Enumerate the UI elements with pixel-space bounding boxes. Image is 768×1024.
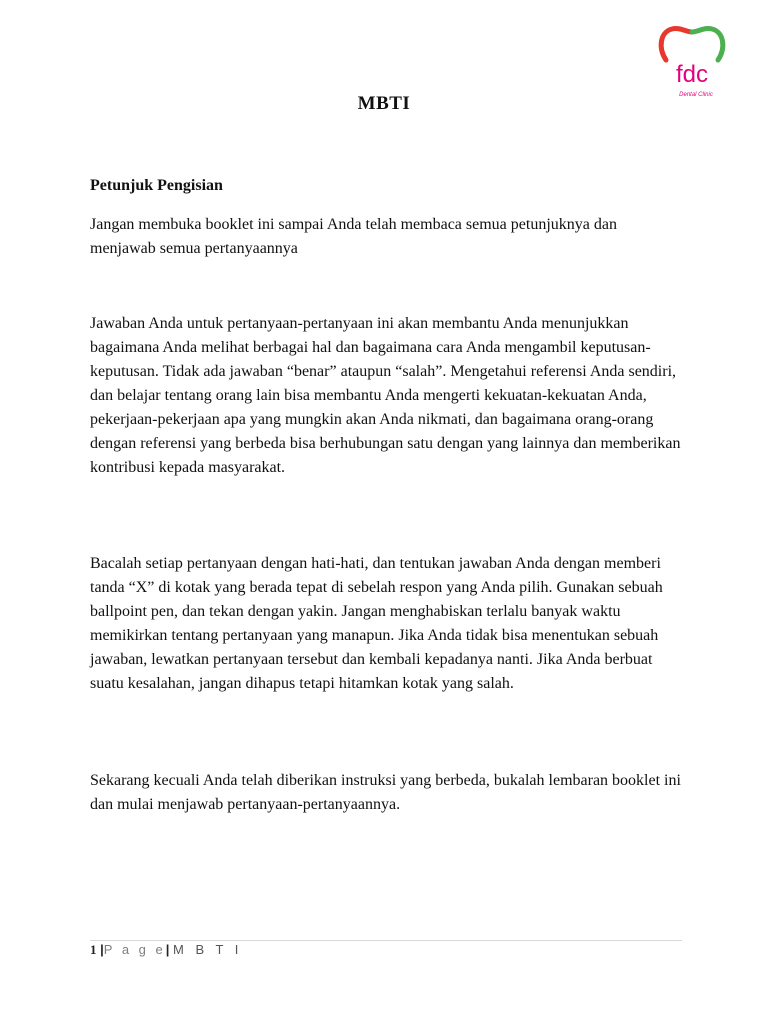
instruction-paragraph-4: Sekarang kecuali Anda telah diberikan instruksi yang berbeda, bukalah lembaran booklet ini dan mulai menjawab pertanyaan-pertanyaannya. [90, 772, 681, 813]
tooth-logo-icon [656, 24, 728, 102]
page-label: P a g e [103, 942, 166, 957]
document-title: MBTI [357, 93, 411, 114]
page-number: 1 [90, 942, 97, 957]
footer-separator: | [100, 942, 104, 957]
logo-wordmark: fdc [675, 61, 709, 88]
instruction-paragraph-3: Bacalah setiap pertanyaan dengan hati-hati, dan tentukan jawaban Anda dengan memberi tanda “X” di kotak yang berada tepat di sebelah respon yang Anda pilih. Gunakan sebuah ballpoint pen, dan tekan dengan yakin. Jangan menghabiskan terlalu banyak waktu memikirkan tentang pertanyaan yang manapun. Jika Anda tidak bisa menentukan sebuah jawaban, lewatkan pertanyaan tersebut dan kembali kepadanya nanti. Jika Anda berbuat suatu kesalahan, jangan dihapus tetapi hitamkan kotak yang salah. [90, 555, 663, 692]
logo-subtext: Dental Clinic [679, 92, 713, 98]
instruction-paragraph-1: Jangan membuka booklet ini sampai Anda telah membaca semua petunjuknya dan menjawab semua pertanyaannya [90, 216, 617, 257]
fdc-dental-clinic-logo [656, 24, 728, 102]
footer-doc-name: M B T I [173, 942, 243, 957]
instruction-paragraph-2: Jawaban Anda untuk pertanyaan-pertanyaan ini akan membantu Anda menunjukkan bagaimana Anda melihat berbagai hal dan bagaimana cara Anda mengambil keputusan-keputusan. Tidak ada jawaban “benar” ataupun “salah”. Mengetahui referensi Anda sendiri, dan belajar tentang orang lain bisa membantu Anda mengerti kekuatan-kekuatan Anda, pekerjaan-pekerjaan apa yang mungkin akan Anda nikmati, dan bagaimana orang-orang dengan referensi yang berbeda bisa berhubungan satu dengan yang lainnya dan memberikan kontribusi kepada masyarakat. [90, 315, 681, 476]
footer-separator-2: | [165, 942, 170, 957]
footer-divider [90, 940, 682, 941]
page-footer [90, 942, 242, 958]
section-heading: Petunjuk Pengisian [90, 177, 223, 194]
